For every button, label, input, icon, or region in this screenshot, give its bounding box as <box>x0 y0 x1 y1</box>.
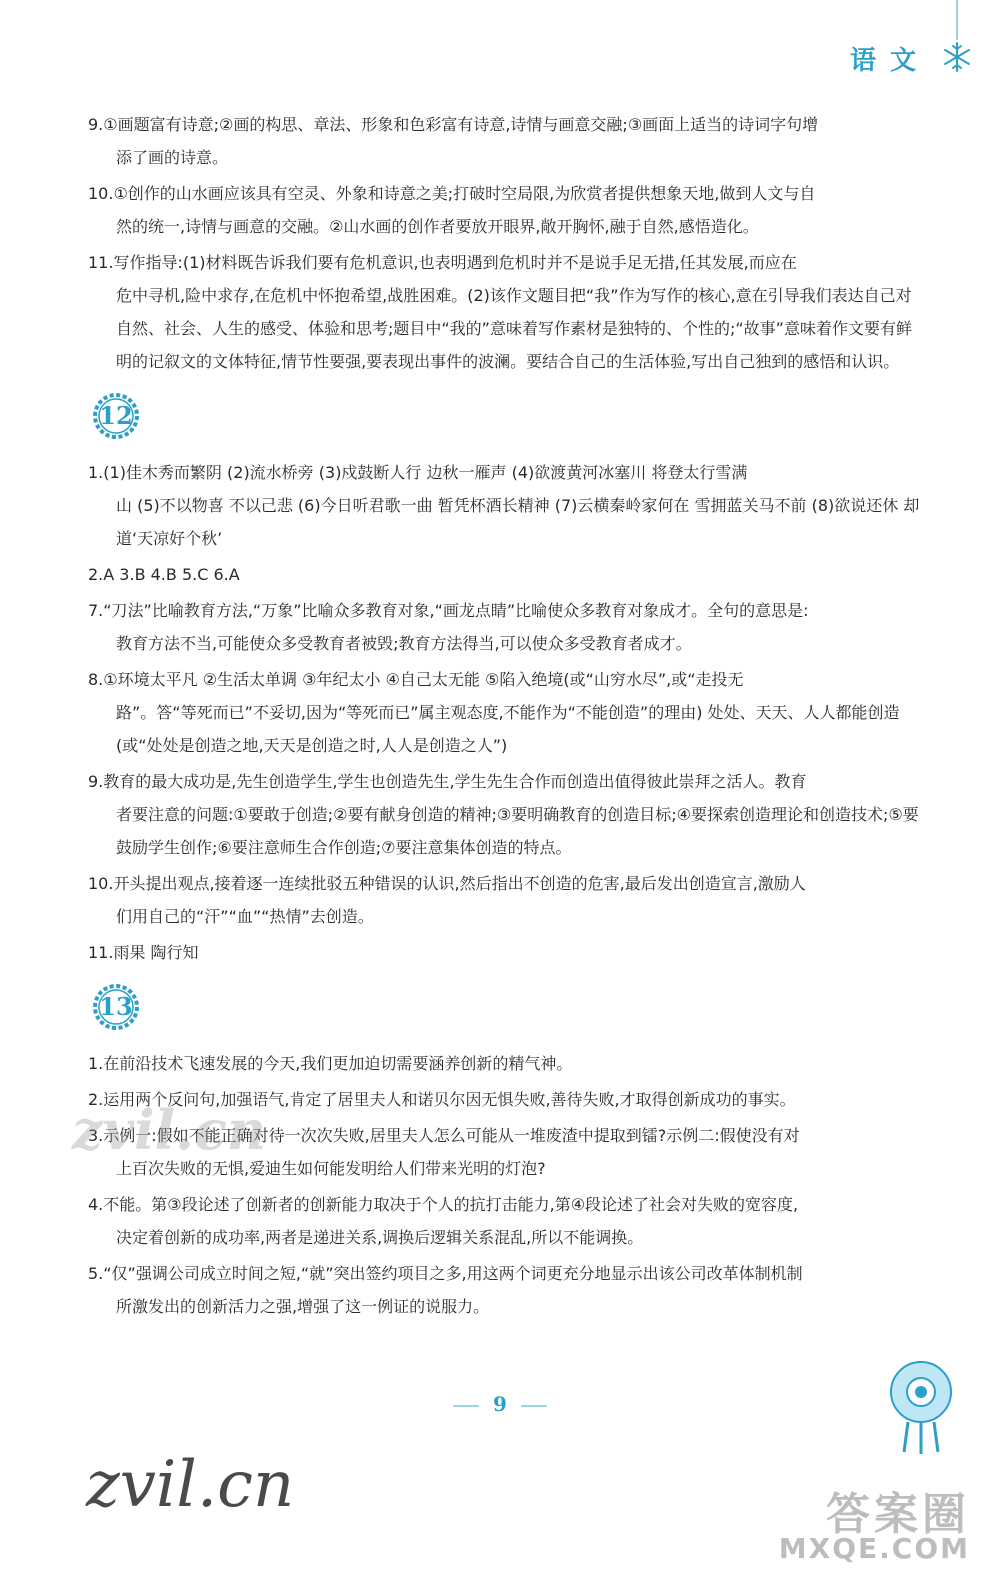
answer-item <box>88 663 924 762</box>
answer-item-first-line: 8.①环境太平凡 ②生活太单调 ③年纪太小 ④自己太无能 ⑤陷入绝境(或“山穷水尽”,或“走投无 <box>88 670 744 689</box>
answer-item-continuation: 者要注意的问题:①要敢于创造;②要有献身创造的精神;③要明确教育的创造目标;④要探索创造理论和创造技术;⑤要鼓励学生创作;⑥要注意师生合作创造;⑦要注意集体创造的特点。 <box>116 805 919 857</box>
section-badge-13 <box>92 983 140 1031</box>
answer-item-continuation: 所激发出的创新活力之强,增强了这一例证的说服力。 <box>116 1297 490 1316</box>
answer-item-continuation: 上百次失败的无惧,爱迪生如何能发明给人们带来光明的灯泡? <box>116 1159 546 1178</box>
brand-logo-cn: 答案圈 <box>826 1489 970 1540</box>
header-subject: 语文 <box>849 46 930 76</box>
answer-item <box>88 936 924 969</box>
answer-item-continuation: 山 (5)不以物喜 不以己悲 (6)今日听君歌一曲 暂凭杯酒长精神 (7)云横秦岭家何在 雪拥蓝关马不前 (8)欲说还休 却道‘天凉好个秋’ <box>116 496 920 548</box>
answer-item <box>88 456 924 555</box>
answer-item-first-line: 1.(1)佳木秀而繁阴 (2)流水桥旁 (3)戍鼓断人行 边秋一雁声 (4)欲渡黄河冰塞川 将登太行雪满 <box>88 463 748 482</box>
answer-item-first-line: 9.教育的最大成功是,先生创造学生,学生也创造先生,学生先生合作而创造出值得彼此崇拜之活人。教育 <box>88 772 807 791</box>
answer-item-first-line: 2.A 3.B 4.B 5.C 6.A <box>88 565 240 584</box>
answer-item-first-line: 3.示例一:假如不能正确对待一次次失败,居里夫人怎么可能从一堆废渣中提取到镭?示例二:假使没有对 <box>88 1126 800 1145</box>
answer-item-first-line: 2.运用两个反问句,加强语气,肯定了居里夫人和诺贝尔因无惧失败,善待失败,才取得创新成功的事实。 <box>88 1090 796 1109</box>
answer-item-first-line: 11.写作指导:(1)材料既告诉我们要有危机意识,也表明遇到危机时并不是说手足无措,任其发展,而应在 <box>88 253 797 272</box>
answer-item <box>88 594 924 660</box>
answer-item <box>88 246 924 378</box>
answer-item-continuation: 添了画的诗意。 <box>116 148 229 167</box>
answer-item-first-line: 10.①创作的山水画应该具有空灵、外象和诗意之美;打破时空局限,为欣赏者提供想象天地,做到人文与自 <box>88 184 816 203</box>
answer-item-continuation: 们用自己的“汗”“血”“热情”去创造。 <box>116 907 374 926</box>
snowflake-icon <box>940 40 974 74</box>
section-number: 12 <box>99 401 133 430</box>
watermark-bottom: zvil.cn <box>86 1448 295 1522</box>
page-number-text: 9 <box>493 1392 507 1416</box>
answer-item <box>88 108 924 174</box>
answer-item <box>88 1257 924 1323</box>
answer-item-first-line: 11.雨果 陶行知 <box>88 943 199 962</box>
page-number <box>0 1392 1000 1416</box>
answer-item-first-line: 1.在前沿技术飞速发展的今天,我们更加迫切需要涵养创新的精气神。 <box>88 1054 573 1073</box>
section-badge-12 <box>92 392 140 440</box>
brand-logo-en: MXQE.COM <box>778 1532 970 1565</box>
answer-item-continuation: 教育方法不当,可能使众多受教育者被毁;教育方法得当,可以使众多受教育者成才。 <box>116 634 692 653</box>
page-number-dash-right <box>521 1405 547 1407</box>
answer-item-continuation: 路”。答“等死而已”不妥切,因为“等死而已”属主观态度,不能作为“不能创造”的理由) 处处、天天、人人都能创造(或“处处是创造之地,天天是创造之时,人人是创造之人”) <box>116 703 900 755</box>
section-number: 13 <box>99 992 133 1021</box>
page-number-dash-left <box>453 1405 479 1407</box>
answer-item-first-line: 10.开头提出观点,接着逐一连续批驳五种错误的认识,然后指出不创造的危害,最后发出创造宣言,激励人 <box>88 874 806 893</box>
answer-item <box>88 867 924 933</box>
answer-item-first-line: 5.“仅”强调公司成立时间之短,“就”突出签约项目之多,用这两个词更充分地显示出该公司改革体制机制 <box>88 1264 803 1283</box>
answer-item-first-line: 4.不能。第③段论述了创新者的创新能力取决于个人的抗打击能力,第④段论述了社会对失败的宽容度, <box>88 1195 799 1214</box>
header-decor-line <box>956 0 958 40</box>
answer-list-section-13 <box>88 1047 924 1323</box>
answer-item <box>88 177 924 243</box>
answer-item-continuation: 危中寻机,险中求存,在危机中怀抱希望,战胜困难。(2)该作文题目把“我”作为写作的核心,意在引导我们表达自己对自然、社会、人生的感受、体验和思考;题目中“我的”意味着写作素材是独特的、个性的;“故事”意味着作文要有鲜明的记叙文的文体特征,情节性要强,要表现出事件的波澜。要结合自己的生活体验,写出自己独到的感悟和认识。 <box>116 286 912 371</box>
answer-item-first-line: 7.“刀法”比喻教育方法,“万象”比喻众多教育对象,“画龙点睛”比喻使众多教育对象成才。全句的意思是: <box>88 601 809 620</box>
answer-item-continuation: 然的统一,诗情与画意的交融。②山水画的创作者要放开眼界,敞开胸怀,融于自然,感悟造化。 <box>116 217 759 236</box>
answer-item <box>88 1188 924 1254</box>
lantern-mascot-icon <box>886 1356 956 1456</box>
answer-item <box>88 1047 924 1080</box>
answer-item-continuation: 决定着创新的成功率,两者是递进关系,调换后逻辑关系混乱,所以不能调换。 <box>116 1228 644 1247</box>
answer-list-top <box>88 108 924 378</box>
answer-list-section-12 <box>88 456 924 969</box>
answer-item-first-line: 9.①画题富有诗意;②画的构思、章法、形象和色彩富有诗意,诗情与画意交融;③画面上适当的诗词字句增 <box>88 115 819 134</box>
answer-item <box>88 558 924 591</box>
answer-item <box>88 765 924 864</box>
watermark-mid: zvil.cn <box>72 1098 267 1162</box>
